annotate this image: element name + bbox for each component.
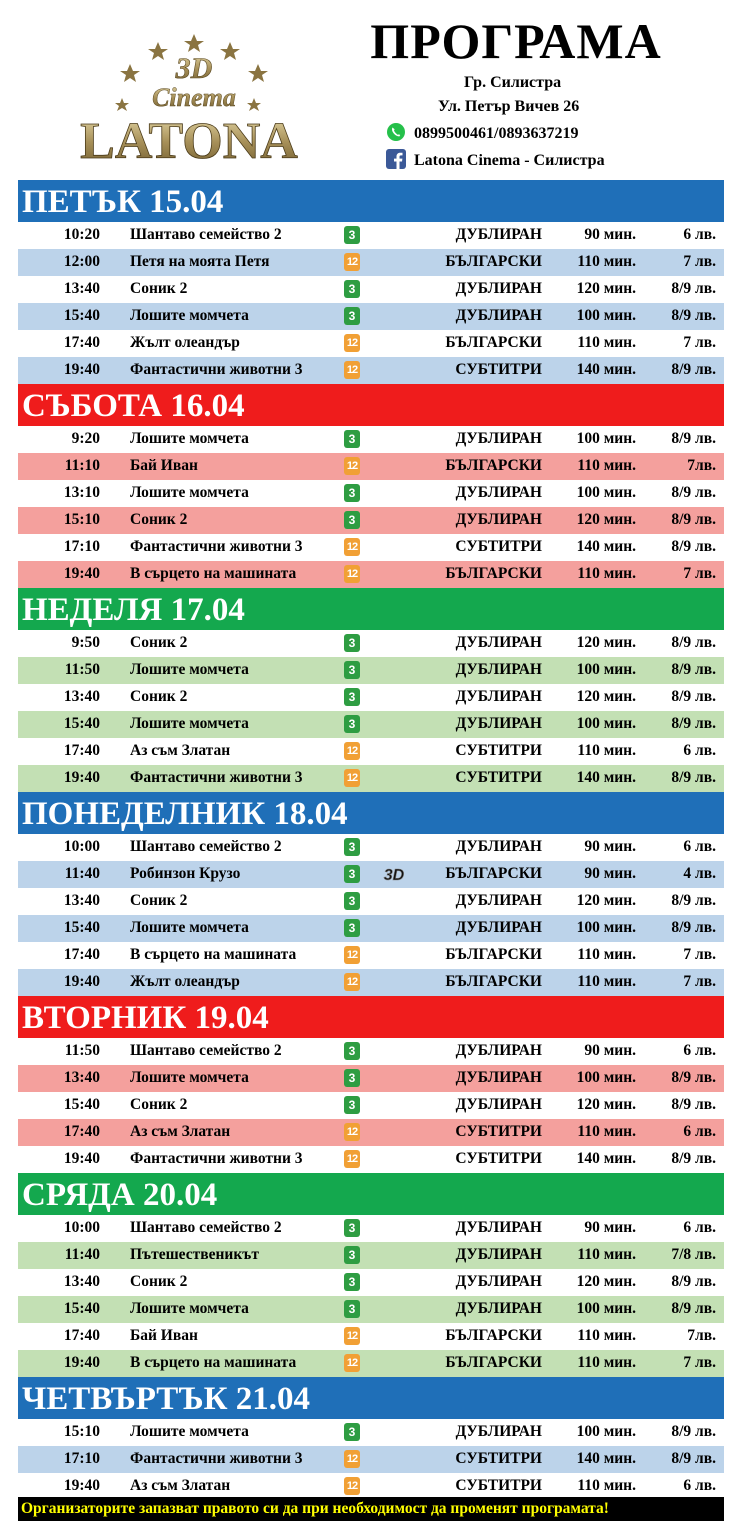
price-label: 8/9 лв. <box>671 511 716 528</box>
movie-title: Фантастични животни 3 <box>130 1150 303 1167</box>
movie-title: Соник 2 <box>130 511 188 528</box>
movie-title: Соник 2 <box>130 688 188 705</box>
age-rating-badge: 3 <box>344 484 360 502</box>
age-rating-badge: 3 <box>344 430 360 448</box>
screening-row <box>18 426 724 453</box>
screening-time: 13:40 <box>63 1273 100 1290</box>
movie-title: Аз съм Златан <box>130 742 231 759</box>
logo-name-text: LATONA <box>80 113 298 170</box>
day-header: СРЯДА 20.04 <box>18 1173 724 1215</box>
screening-row <box>18 1119 724 1146</box>
screening-row <box>18 453 724 480</box>
day-section <box>18 996 724 1173</box>
movie-title: Лошите момчета <box>130 307 249 324</box>
screening-row <box>18 534 724 561</box>
price-label: 7лв. <box>687 457 716 474</box>
language-label: БЪЛГАРСКИ <box>445 946 542 963</box>
movie-title: Фантастични животни 3 <box>130 769 303 786</box>
disclaimer-footer: Организаторите запазват правото си да при необходимост да променят програмата! <box>18 1497 724 1521</box>
duration-label: 120 мин. <box>576 688 636 705</box>
screening-time: 11:50 <box>64 661 100 678</box>
language-label: ДУБЛИРАН <box>455 484 542 501</box>
screening-time: 17:40 <box>63 334 100 351</box>
language-label: ДУБЛИРАН <box>455 430 542 447</box>
screening-time: 17:10 <box>63 538 100 555</box>
movie-title: Шантаво семейство 2 <box>130 1042 282 1059</box>
price-label: 7 лв. <box>683 334 716 351</box>
price-label: 8/9 лв. <box>671 769 716 786</box>
screening-time: 11:40 <box>64 865 100 882</box>
screening-row <box>18 969 724 996</box>
price-label: 7 лв. <box>683 973 716 990</box>
price-label: 8/9 лв. <box>671 688 716 705</box>
movie-title: Жълт олеандър <box>130 973 240 990</box>
duration-label: 100 мин. <box>576 307 636 324</box>
age-rating-badge: 3 <box>344 511 360 529</box>
screening-time: 15:40 <box>63 1096 100 1113</box>
duration-label: 110 мин. <box>577 1327 636 1344</box>
movie-title: Лошите момчета <box>130 661 249 678</box>
day-section <box>18 1173 724 1377</box>
screening-time: 19:40 <box>63 1150 100 1167</box>
age-rating-badge: 12 <box>344 1477 360 1495</box>
age-rating-badge: 3 <box>344 1096 360 1114</box>
duration-label: 110 мин. <box>577 1477 636 1494</box>
screening-row <box>18 861 724 888</box>
price-label: 7 лв. <box>683 565 716 582</box>
city-text: Гр. Силистра <box>464 74 562 91</box>
screening-row <box>18 303 724 330</box>
screening-row <box>18 942 724 969</box>
screening-row <box>18 222 724 249</box>
age-rating-badge: 3 <box>344 280 360 298</box>
age-rating-badge: 12 <box>344 538 360 556</box>
screening-time: 19:40 <box>63 361 100 378</box>
screening-time: 19:40 <box>63 973 100 990</box>
movie-title: Соник 2 <box>130 634 188 651</box>
language-label: ДУБЛИРАН <box>455 1423 542 1440</box>
duration-label: 110 мин. <box>577 565 636 582</box>
day-header: ЧЕТВЪРТЪК 21.04 <box>18 1377 724 1419</box>
duration-label: 100 мин. <box>576 661 636 678</box>
screening-row <box>18 711 724 738</box>
price-label: 8/9 лв. <box>671 715 716 732</box>
language-label: ДУБЛИРАН <box>455 661 542 678</box>
price-label: 6 лв. <box>683 1123 716 1140</box>
age-rating-badge: 3 <box>344 715 360 733</box>
age-rating-badge: 3 <box>344 865 360 883</box>
language-label: СУБТИТРИ <box>455 1150 542 1167</box>
language-label: СУБТИТРИ <box>455 742 542 759</box>
screening-row <box>18 657 724 684</box>
movie-title: Аз съм Златан <box>130 1477 231 1494</box>
movie-title: Пътешественикът <box>130 1246 259 1263</box>
price-label: 7лв. <box>687 1327 716 1344</box>
facebook-icon <box>386 149 406 169</box>
age-rating-badge: 12 <box>344 334 360 352</box>
language-label: СУБТИТРИ <box>455 1450 542 1467</box>
duration-label: 100 мин. <box>576 430 636 447</box>
header <box>0 0 742 180</box>
movie-title: Шантаво семейство 2 <box>130 1219 282 1236</box>
screening-time: 19:40 <box>63 1477 100 1494</box>
language-label: ДУБЛИРАН <box>455 511 542 528</box>
duration-label: 120 мин. <box>576 634 636 651</box>
age-rating-badge: 12 <box>344 1150 360 1168</box>
movie-title: В сърцето на машината <box>130 1354 297 1371</box>
screening-time: 17:40 <box>63 1327 100 1344</box>
movie-title: Лошите момчета <box>130 1423 249 1440</box>
language-label: БЪЛГАРСКИ <box>445 973 542 990</box>
age-rating-badge: 3 <box>344 1069 360 1087</box>
age-rating-badge: 3 <box>344 1042 360 1060</box>
movie-title: Робинзон Крузо <box>130 865 241 882</box>
screening-time: 13:40 <box>63 688 100 705</box>
duration-label: 110 мин. <box>577 457 636 474</box>
price-label: 8/9 лв. <box>671 1300 716 1317</box>
facebook-page[interactable]: Latona Cinema - Силистра <box>414 152 605 169</box>
screening-row <box>18 765 724 792</box>
price-label: 8/9 лв. <box>671 1273 716 1290</box>
price-label: 6 лв. <box>683 1219 716 1236</box>
movie-title: Лошите момчета <box>130 1300 249 1317</box>
movie-title: Соник 2 <box>130 1096 188 1113</box>
movie-title: Шантаво семейство 2 <box>130 838 282 855</box>
price-label: 8/9 лв. <box>671 484 716 501</box>
language-label: ДУБЛИРАН <box>455 1069 542 1086</box>
screening-time: 11:40 <box>64 1246 100 1263</box>
price-label: 8/9 лв. <box>671 280 716 297</box>
screening-row <box>18 507 724 534</box>
movie-title: Жълт олеандър <box>130 334 240 351</box>
duration-label: 140 мин. <box>576 769 636 786</box>
screening-row <box>18 1215 724 1242</box>
age-rating-badge: 3 <box>344 1423 360 1441</box>
age-rating-badge: 12 <box>344 769 360 787</box>
duration-label: 90 мин. <box>584 865 636 882</box>
duration-label: 140 мин. <box>576 361 636 378</box>
facebook-line <box>386 149 605 170</box>
language-label: БЪЛГАРСКИ <box>445 1354 542 1371</box>
screening-time: 13:10 <box>63 484 100 501</box>
screening-row <box>18 1092 724 1119</box>
screening-row <box>18 1419 724 1446</box>
age-rating-badge: 12 <box>344 253 360 271</box>
day-section <box>18 384 724 588</box>
screening-row <box>18 1242 724 1269</box>
screening-time: 11:10 <box>64 457 100 474</box>
language-label: БЪЛГАРСКИ <box>445 565 542 582</box>
age-rating-badge: 3 <box>344 1219 360 1237</box>
duration-label: 120 мин. <box>576 1273 636 1290</box>
age-rating-badge: 12 <box>344 361 360 379</box>
screening-time: 19:40 <box>63 1354 100 1371</box>
price-label: 6 лв. <box>683 742 716 759</box>
screening-time: 13:40 <box>63 1069 100 1086</box>
age-rating-badge: 3 <box>344 1273 360 1291</box>
language-label: БЪЛГАРСКИ <box>445 457 542 474</box>
price-label: 8/9 лв. <box>671 634 716 651</box>
duration-label: 110 мин. <box>577 946 636 963</box>
price-label: 8/9 лв. <box>671 892 716 909</box>
screening-row <box>18 330 724 357</box>
duration-label: 110 мин. <box>577 1354 636 1371</box>
price-label: 8/9 лв. <box>671 361 716 378</box>
language-label: ДУБЛИРАН <box>455 634 542 651</box>
language-label: СУБТИТРИ <box>455 538 542 555</box>
duration-label: 110 мин. <box>577 253 636 270</box>
screening-row <box>18 888 724 915</box>
language-label: ДУБЛИРАН <box>455 1273 542 1290</box>
screening-row <box>18 1038 724 1065</box>
duration-label: 140 мин. <box>576 1150 636 1167</box>
price-label: 8/9 лв. <box>671 1069 716 1086</box>
duration-label: 100 мин. <box>576 1423 636 1440</box>
screening-time: 15:10 <box>63 511 100 528</box>
screening-time: 9:20 <box>71 430 100 447</box>
age-rating-badge: 3 <box>344 1300 360 1318</box>
age-rating-badge: 3 <box>344 634 360 652</box>
age-rating-badge: 12 <box>344 1123 360 1141</box>
screening-time: 10:00 <box>63 838 100 855</box>
screening-row <box>18 1146 724 1173</box>
movie-title: Лошите момчета <box>130 484 249 501</box>
duration-label: 100 мин. <box>576 715 636 732</box>
price-label: 8/9 лв. <box>671 919 716 936</box>
movie-title: В сърцето на машината <box>130 946 297 963</box>
day-section <box>18 588 724 792</box>
screening-time: 17:40 <box>63 946 100 963</box>
screening-row <box>18 1350 724 1377</box>
screening-time: 15:40 <box>63 919 100 936</box>
phone-numbers[interactable]: 0899500461/0893637219 <box>414 125 579 142</box>
movie-title: Шантаво семейство 2 <box>130 226 282 243</box>
screening-time: 15:10 <box>63 1423 100 1440</box>
schedule <box>18 180 724 1500</box>
movie-title: Лошите момчета <box>130 1069 249 1086</box>
phone-line <box>386 122 578 143</box>
address-text: Ул. Петър Вичев 26 <box>438 98 580 115</box>
day-header: НЕДЕЛЯ 17.04 <box>18 588 724 630</box>
language-label: БЪЛГАРСКИ <box>445 1327 542 1344</box>
price-label: 7 лв. <box>683 1354 716 1371</box>
age-rating-badge: 3 <box>344 1246 360 1264</box>
age-rating-badge: 12 <box>344 973 360 991</box>
age-rating-badge: 12 <box>344 1327 360 1345</box>
price-label: 8/9 лв. <box>671 661 716 678</box>
language-label: СУБТИТРИ <box>455 1477 542 1494</box>
movie-title: Бай Иван <box>130 457 198 474</box>
duration-label: 110 мин. <box>577 334 636 351</box>
movie-title: Бай Иван <box>130 1327 198 1344</box>
age-rating-badge: 3 <box>344 226 360 244</box>
language-label: ДУБЛИРАН <box>455 715 542 732</box>
screening-row <box>18 561 724 588</box>
price-label: 6 лв. <box>683 226 716 243</box>
page-title: ПРОГРАМА <box>370 13 662 69</box>
language-label: ДУБЛИРАН <box>455 919 542 936</box>
screening-time: 19:40 <box>63 769 100 786</box>
screening-time: 11:50 <box>64 1042 100 1059</box>
duration-label: 100 мин. <box>576 484 636 501</box>
duration-label: 90 мин. <box>584 1219 636 1236</box>
screening-time: 13:40 <box>63 280 100 297</box>
screening-time: 15:40 <box>63 715 100 732</box>
screening-time: 13:40 <box>63 892 100 909</box>
day-header: СЪБОТА 16.04 <box>18 384 724 426</box>
duration-label: 100 мин. <box>576 919 636 936</box>
movie-title: Лошите момчета <box>130 430 249 447</box>
screening-time: 12:00 <box>63 253 100 270</box>
screening-row <box>18 1323 724 1350</box>
price-label: 6 лв. <box>683 1042 716 1059</box>
latona-logo <box>58 30 320 170</box>
screening-time: 19:40 <box>63 565 100 582</box>
screening-row <box>18 915 724 942</box>
day-section <box>18 792 724 996</box>
age-rating-badge: 12 <box>344 1354 360 1372</box>
duration-label: 100 мин. <box>576 1069 636 1086</box>
screening-time: 17:40 <box>63 742 100 759</box>
language-label: ДУБЛИРАН <box>455 226 542 243</box>
movie-title: Лошите момчета <box>130 715 249 732</box>
screening-row <box>18 630 724 657</box>
age-rating-badge: 12 <box>344 565 360 583</box>
age-rating-badge: 12 <box>344 742 360 760</box>
whatsapp-icon <box>386 122 406 142</box>
duration-label: 140 мин. <box>576 1450 636 1467</box>
3d-format-icon <box>374 865 414 883</box>
price-label: 6 лв. <box>683 838 716 855</box>
screening-row <box>18 1269 724 1296</box>
screening-time: 10:00 <box>63 1219 100 1236</box>
screening-row <box>18 276 724 303</box>
day-header: ПОНЕДЕЛНИК 18.04 <box>18 792 724 834</box>
screening-time: 15:40 <box>63 1300 100 1317</box>
movie-title: В сърцето на машината <box>130 565 297 582</box>
duration-label: 90 мин. <box>584 838 636 855</box>
screening-row <box>18 249 724 276</box>
movie-title: Аз съм Златан <box>130 1123 231 1140</box>
screening-time: 15:40 <box>63 307 100 324</box>
price-label: 8/9 лв. <box>671 1450 716 1467</box>
age-rating-badge: 12 <box>344 1450 360 1468</box>
screening-time: 10:20 <box>63 226 100 243</box>
screening-time: 17:40 <box>63 1123 100 1140</box>
movie-title: Лошите момчета <box>130 919 249 936</box>
age-rating-badge: 3 <box>344 919 360 937</box>
duration-label: 120 мин. <box>576 892 636 909</box>
language-label: ДУБЛИРАН <box>455 1096 542 1113</box>
price-label: 7 лв. <box>683 946 716 963</box>
screening-time: 17:10 <box>63 1450 100 1467</box>
age-rating-badge: 12 <box>344 946 360 964</box>
price-label: 8/9 лв. <box>671 1150 716 1167</box>
language-label: СУБТИТРИ <box>455 1123 542 1140</box>
screening-row <box>18 480 724 507</box>
screening-row <box>18 357 724 384</box>
screening-row <box>18 684 724 711</box>
day-section <box>18 180 724 384</box>
language-label: ДУБЛИРАН <box>455 1042 542 1059</box>
screening-row <box>18 834 724 861</box>
age-rating-badge: 3 <box>344 307 360 325</box>
age-rating-badge: 3 <box>344 892 360 910</box>
language-label: ДУБЛИРАН <box>455 838 542 855</box>
duration-label: 120 мин. <box>576 280 636 297</box>
movie-title: Соник 2 <box>130 892 188 909</box>
logo-cinema-text: Cinema <box>152 83 236 112</box>
screening-row <box>18 1296 724 1323</box>
language-label: ДУБЛИРАН <box>455 1300 542 1317</box>
price-label: 8/9 лв. <box>671 1096 716 1113</box>
price-label: 8/9 лв. <box>671 1423 716 1440</box>
language-label: ДУБЛИРАН <box>455 1246 542 1263</box>
age-rating-badge: 3 <box>344 688 360 706</box>
duration-label: 120 мин. <box>576 511 636 528</box>
screening-row <box>18 1065 724 1092</box>
screening-row <box>18 1446 724 1473</box>
language-label: ДУБЛИРАН <box>455 892 542 909</box>
price-label: 8/9 лв. <box>671 430 716 447</box>
language-label: ДУБЛИРАН <box>455 1219 542 1236</box>
screening-row <box>18 738 724 765</box>
language-label: БЪЛГАРСКИ <box>445 253 542 270</box>
duration-label: 110 мин. <box>577 742 636 759</box>
price-label: 7/8 лв. <box>671 1246 716 1263</box>
price-label: 8/9 лв. <box>671 538 716 555</box>
logo-3d-text: 3D <box>175 52 213 85</box>
day-header: ВТОРНИК 19.04 <box>18 996 724 1038</box>
day-section <box>18 1377 724 1500</box>
movie-title: Соник 2 <box>130 280 188 297</box>
language-label: ДУБЛИРАН <box>455 307 542 324</box>
price-label: 7 лв. <box>683 253 716 270</box>
movie-title: Фантастични животни 3 <box>130 361 303 378</box>
3d-format-text: 3D <box>383 867 405 883</box>
price-label: 6 лв. <box>683 1477 716 1494</box>
duration-label: 90 мин. <box>584 226 636 243</box>
age-rating-badge: 3 <box>344 661 360 679</box>
age-rating-badge: 3 <box>344 838 360 856</box>
age-rating-badge: 12 <box>344 457 360 475</box>
duration-label: 110 мин. <box>577 1123 636 1140</box>
duration-label: 100 мин. <box>576 1300 636 1317</box>
movie-title: Соник 2 <box>130 1273 188 1290</box>
duration-label: 110 мин. <box>577 1246 636 1263</box>
screening-time: 9:50 <box>71 634 100 651</box>
price-label: 4 лв. <box>683 865 716 882</box>
screening-row <box>18 1473 724 1500</box>
movie-title: Фантастични животни 3 <box>130 538 303 555</box>
duration-label: 140 мин. <box>576 538 636 555</box>
language-label: ДУБЛИРАН <box>455 280 542 297</box>
duration-label: 90 мин. <box>584 1042 636 1059</box>
price-label: 8/9 лв. <box>671 307 716 324</box>
language-label: СУБТИТРИ <box>455 361 542 378</box>
language-label: СУБТИТРИ <box>455 769 542 786</box>
movie-title: Фантастични животни 3 <box>130 1450 303 1467</box>
language-label: БЪЛГАРСКИ <box>445 334 542 351</box>
movie-title: Петя на моята Петя <box>130 253 270 270</box>
day-header: ПЕТЪК 15.04 <box>18 180 724 222</box>
language-label: ДУБЛИРАН <box>455 688 542 705</box>
language-label: БЪЛГАРСКИ <box>445 865 542 882</box>
duration-label: 110 мин. <box>577 973 636 990</box>
duration-label: 120 мин. <box>576 1096 636 1113</box>
